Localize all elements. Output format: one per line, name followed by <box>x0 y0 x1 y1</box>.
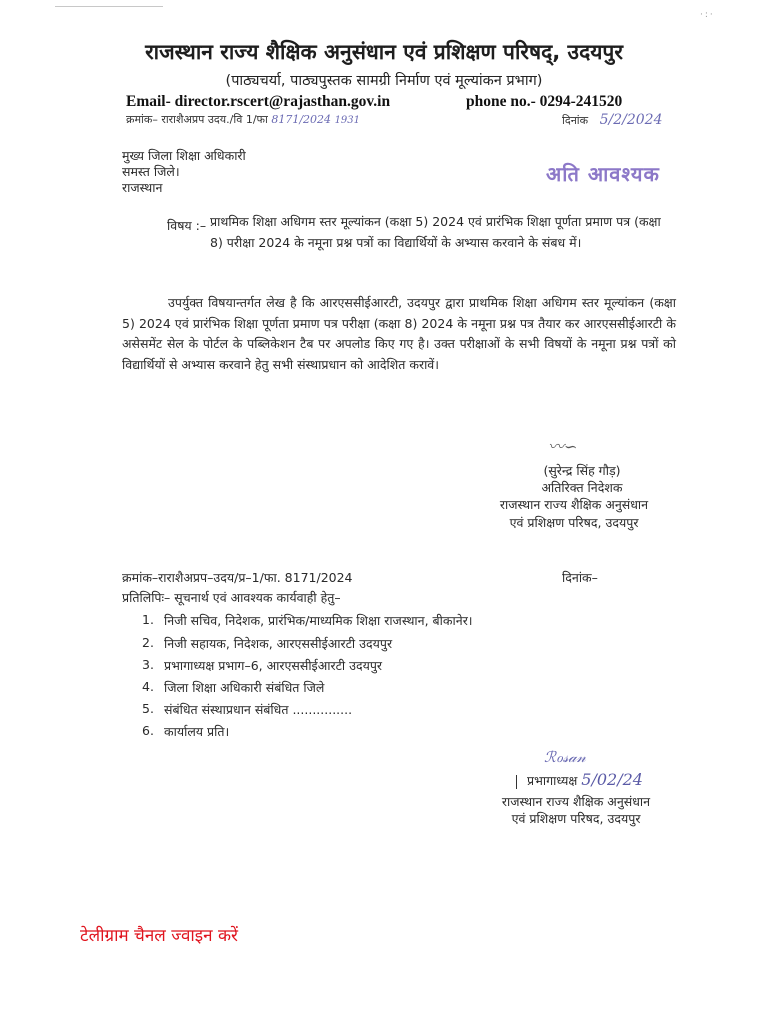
copy-item <box>142 612 562 629</box>
phone-text: phone no.- 0294-241520 <box>466 93 623 110</box>
date-handwritten: 5/2/2024 <box>599 112 663 128</box>
signatory-org-line-1: राजस्थान राज्य शैक्षिक अनुसंधान <box>499 497 649 512</box>
copy-item <box>142 723 562 740</box>
addressee-line-3: राजस्थान <box>122 180 163 195</box>
signatory-designation: अतिरिक्त निदेशक <box>541 480 623 495</box>
copy-item-text: संबंधित संस्थाप्रधान संबंधित ............... <box>164 702 353 717</box>
signatory-2-org-line-1: राजस्थान राज्य शैक्षिक अनुसंधान <box>501 794 651 809</box>
copy-item <box>142 679 562 696</box>
reference-handwritten: 8171/2024 <box>271 113 332 126</box>
reference-prefix: क्रमांक– राराशैअप्रप उदय./वि 1/फा <box>126 113 268 126</box>
copy-item-number: 5. <box>142 701 154 716</box>
copy-item-text: प्रभागाध्यक्ष प्रभाग–6, आरएससीईआरटी उदयपुर <box>164 658 383 673</box>
body-paragraph: उपर्युक्त विषयान्तर्गत लेख है कि आरएससीईआरटी, उदयपुर द्वारा प्राथमिक शिक्षा अधिगम स्तर मूल्यांकन (कक्षा 5) 2024 एवं प्रारंभिक शिक्षा पूर्णता प्रमाण पत्र परीक्षा (कक्षा 8) 2024 के नमूना प्रश्न पत्र तैयार कर आरएससीईआरटी के असेसमेंट सेल के पोर्टल के पब्लिकेशन टैब पर अपलोड किए गए है। उक्त परीक्षाओं के सभी विषयों के नमूना प्रश्न पत्रों को विद्यार्थियों से अभ्यास करवाने हेतु सभी संस्थाप्रधान को आदेशित करावें। <box>122 295 676 372</box>
signatory-2-org-line-2: एवं प्रशिक्षण परिषद, उदयपुर <box>511 811 641 826</box>
signatory-name: (सुरेन्द्र सिंह गौड़) <box>543 463 621 478</box>
telegram-join-link[interactable]: टेलीग्राम चैनल ज्वाइन करें <box>80 926 238 946</box>
signatory-2-designation: प्रभागाध्यक्ष <box>526 773 578 788</box>
copy-item-number: 3. <box>142 657 154 672</box>
date-field <box>562 112 662 128</box>
copy-item-number: 1. <box>142 612 154 627</box>
date-label: दिनांक <box>562 114 589 127</box>
copy-reference: क्रमांक–राराशैअप्रप–उदय/प्र–1/फा. 8171/2024 <box>122 570 353 585</box>
signature-2-handwritten: ℛℴ𝓈𝒶𝓃 <box>544 748 586 766</box>
copy-item <box>142 635 562 652</box>
copy-item <box>142 701 562 718</box>
reference-mark: 1931 <box>334 115 361 126</box>
copy-item-text: जिला शिक्षा अधिकारी संबंधित जिले <box>164 680 325 695</box>
copy-item-number: 2. <box>142 635 154 650</box>
signatory-2-designation-row <box>516 770 643 789</box>
subject-text: प्राथमिक शिक्षा अधिगम स्तर मूल्यांकन (कक्षा 5) 2024 एवं प्रारंभिक शिक्षा पूर्णता प्रमाण पत्र (कक्षा 8) परीक्षा 2024 के नमूना प्रश्न पत्रों का विद्यार्थियों के अभ्यास करवाने के संबध में। <box>210 214 661 250</box>
copy-heading: प्रतिलिपिः– सूचनार्थ एवं आवश्यक कार्यवाही हेतु– <box>122 590 341 605</box>
corner-scan-mark: ·:· <box>700 10 715 20</box>
copy-item-number: 6. <box>142 723 154 738</box>
copy-item <box>142 657 562 674</box>
copy-item-text: कार्यालय प्रति। <box>164 724 230 739</box>
signatory-2-date: 5/02/24 <box>581 770 643 789</box>
top-edge-line <box>55 6 163 7</box>
copy-item-number: 4. <box>142 679 154 694</box>
signature-1-handwritten: 〰∽ <box>548 437 578 456</box>
email-text: Email- director.rscert@rajasthan.gov.in <box>126 93 391 110</box>
copy-date-label: दिनांक– <box>562 570 598 585</box>
copy-item-text: निजी सहायक, निदेशक, आरएससीईआरटी उदयपुर <box>164 636 393 651</box>
letterhead-subtitle: (पाठ्यचर्या, पाठ्यपुस्तक सामग्री निर्माण एवं मूल्यांकन प्रभाग) <box>225 73 543 89</box>
addressee-line-1: मुख्य जिला शिक्षा अधिकारी <box>122 148 246 163</box>
addressee-line-2: समस्त जिले। <box>122 164 180 179</box>
signatory-org-line-2: एवं प्रशिक्षण परिषद, उदयपुर <box>509 515 639 530</box>
subject-label: विषय :– <box>167 218 207 233</box>
reference-number <box>126 112 360 127</box>
urgent-stamp: अति आवश्यक <box>546 162 660 186</box>
copy-item-text: निजी सचिव, निदेशक, प्रारंभिक/माध्यमिक शिक्षा राजस्थान, बीकानेर। <box>164 613 473 628</box>
vertical-bar <box>516 775 517 789</box>
letterhead-title: राजस्थान राज्य शैक्षिक अनुसंधान एवं प्रशिक्षण परिषद्, उदयपुर <box>145 40 623 64</box>
